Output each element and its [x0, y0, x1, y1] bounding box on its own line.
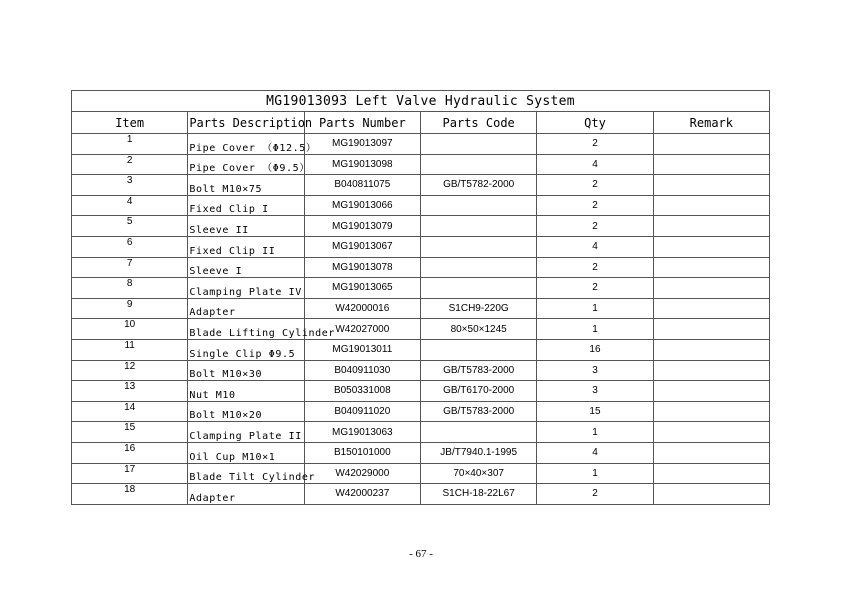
- table-row: [72, 381, 770, 402]
- parts-code-cell: GB/T5783-2000: [420, 360, 536, 381]
- parts-code-cell: [420, 339, 536, 360]
- item-cell: 8: [72, 278, 188, 299]
- description-cell: Sleeve I: [188, 257, 304, 278]
- qty-cell: 2: [537, 257, 653, 278]
- description-cell: Fixed Clip II: [188, 236, 304, 257]
- qty-cell: 2: [537, 175, 653, 196]
- item-cell: 13: [72, 381, 188, 402]
- qty-cell: 2: [537, 278, 653, 299]
- item-cell: 15: [72, 422, 188, 443]
- remark-cell: [653, 257, 769, 278]
- header-description: Parts Description: [188, 112, 304, 134]
- parts-code-cell: [420, 278, 536, 299]
- header-parts-code: Parts Code: [420, 112, 536, 134]
- remark-cell: [653, 298, 769, 319]
- table-row: [72, 175, 770, 196]
- parts-code-cell: [420, 134, 536, 155]
- item-cell: 11: [72, 339, 188, 360]
- remark-cell: [653, 422, 769, 443]
- qty-cell: 2: [537, 484, 653, 505]
- parts-number-cell: MG19013078: [304, 257, 420, 278]
- qty-cell: 16: [537, 339, 653, 360]
- qty-cell: 2: [537, 216, 653, 237]
- table-row: [72, 484, 770, 505]
- remark-cell: [653, 236, 769, 257]
- parts-list-sheet: [71, 90, 770, 505]
- description-cell: Blade Tilt Cylinder: [188, 463, 304, 484]
- table-row: [72, 298, 770, 319]
- remark-cell: [653, 360, 769, 381]
- item-cell: 2: [72, 154, 188, 175]
- table-row: [72, 339, 770, 360]
- parts-code-cell: JB/T7940.1-1995: [420, 442, 536, 463]
- description-cell: Single Clip Φ9.5: [188, 339, 304, 360]
- remark-cell: [653, 216, 769, 237]
- parts-code-cell: GB/T5783-2000: [420, 401, 536, 422]
- parts-table: [71, 90, 770, 505]
- qty-cell: 2: [537, 134, 653, 155]
- parts-number-cell: B040911030: [304, 360, 420, 381]
- parts-number-cell: W42029000: [304, 463, 420, 484]
- parts-number-cell: MG19013098: [304, 154, 420, 175]
- parts-code-cell: [420, 422, 536, 443]
- parts-number-cell: W42000237: [304, 484, 420, 505]
- item-cell: 7: [72, 257, 188, 278]
- qty-cell: 1: [537, 298, 653, 319]
- table-row: [72, 236, 770, 257]
- header-parts-number: Parts Number: [304, 112, 420, 134]
- remark-cell: [653, 154, 769, 175]
- parts-number-cell: MG19013063: [304, 422, 420, 443]
- table-row: [72, 216, 770, 237]
- remark-cell: [653, 381, 769, 402]
- table-row: [72, 195, 770, 216]
- table-row: [72, 401, 770, 422]
- parts-number-cell: W42027000: [304, 319, 420, 340]
- parts-number-cell: MG19013079: [304, 216, 420, 237]
- parts-code-cell: [420, 236, 536, 257]
- description-cell: Sleeve II: [188, 216, 304, 237]
- item-cell: 6: [72, 236, 188, 257]
- description-cell: Pipe Cover （Φ9.5）: [188, 154, 304, 175]
- qty-cell: 2: [537, 195, 653, 216]
- table-row: [72, 422, 770, 443]
- parts-code-cell: [420, 154, 536, 175]
- remark-cell: [653, 463, 769, 484]
- qty-cell: 1: [537, 463, 653, 484]
- qty-cell: 4: [537, 442, 653, 463]
- remark-cell: [653, 319, 769, 340]
- parts-code-cell: GB/T6170-2000: [420, 381, 536, 402]
- parts-code-cell: 70×40×307: [420, 463, 536, 484]
- parts-code-cell: 80×50×1245: [420, 319, 536, 340]
- table-row: [72, 319, 770, 340]
- parts-number-cell: W42000016: [304, 298, 420, 319]
- remark-cell: [653, 134, 769, 155]
- description-cell: Bolt M10×20: [188, 401, 304, 422]
- qty-cell: 15: [537, 401, 653, 422]
- qty-cell: 4: [537, 236, 653, 257]
- header-row: [72, 112, 770, 134]
- remark-cell: [653, 401, 769, 422]
- table-row: [72, 360, 770, 381]
- remark-cell: [653, 195, 769, 216]
- remark-cell: [653, 442, 769, 463]
- item-cell: 12: [72, 360, 188, 381]
- parts-number-cell: B040811075: [304, 175, 420, 196]
- item-cell: 5: [72, 216, 188, 237]
- parts-code-cell: [420, 257, 536, 278]
- item-cell: 4: [72, 195, 188, 216]
- description-cell: Pipe Cover （Φ12.5）: [188, 134, 304, 155]
- header-item: Item: [72, 112, 188, 134]
- header-remark: Remark: [653, 112, 769, 134]
- description-cell: Nut M10: [188, 381, 304, 402]
- qty-cell: 3: [537, 381, 653, 402]
- description-cell: Fixed Clip I: [188, 195, 304, 216]
- description-cell: Adapter: [188, 484, 304, 505]
- remark-cell: [653, 339, 769, 360]
- description-cell: Bolt M10×30: [188, 360, 304, 381]
- table-row: [72, 134, 770, 155]
- item-cell: 3: [72, 175, 188, 196]
- table-row: [72, 154, 770, 175]
- qty-cell: 3: [537, 360, 653, 381]
- table-row: [72, 257, 770, 278]
- parts-code-cell: S1CH-18-22L67: [420, 484, 536, 505]
- item-cell: 10: [72, 319, 188, 340]
- header-qty: Qty: [537, 112, 653, 134]
- table-row: [72, 442, 770, 463]
- parts-table-body: [72, 134, 770, 505]
- qty-cell: 1: [537, 422, 653, 443]
- parts-number-cell: B050331008: [304, 381, 420, 402]
- parts-number-cell: MG19013097: [304, 134, 420, 155]
- item-cell: 18: [72, 484, 188, 505]
- parts-number-cell: MG19013067: [304, 236, 420, 257]
- table-row: [72, 278, 770, 299]
- parts-number-cell: MG19013065: [304, 278, 420, 299]
- qty-cell: 4: [537, 154, 653, 175]
- parts-number-cell: B150101000: [304, 442, 420, 463]
- parts-number-cell: B040911020: [304, 401, 420, 422]
- parts-code-cell: GB/T5782-2000: [420, 175, 536, 196]
- description-cell: Bolt M10×75: [188, 175, 304, 196]
- description-cell: Adapter: [188, 298, 304, 319]
- item-cell: 1: [72, 134, 188, 155]
- parts-code-cell: S1CH9-220G: [420, 298, 536, 319]
- description-cell: Oil Cup M10×1: [188, 442, 304, 463]
- page-number: - 67 -: [409, 548, 433, 560]
- remark-cell: [653, 175, 769, 196]
- item-cell: 16: [72, 442, 188, 463]
- parts-code-cell: [420, 195, 536, 216]
- parts-number-cell: MG19013066: [304, 195, 420, 216]
- description-cell: Blade Lifting Cylinder: [188, 319, 304, 340]
- parts-number-cell: MG19013011: [304, 339, 420, 360]
- item-cell: 9: [72, 298, 188, 319]
- remark-cell: [653, 484, 769, 505]
- description-cell: Clamping Plate IV: [188, 278, 304, 299]
- remark-cell: [653, 278, 769, 299]
- parts-code-cell: [420, 216, 536, 237]
- table-title: MG19013093 Left Valve Hydraulic System: [72, 91, 770, 112]
- qty-cell: 1: [537, 319, 653, 340]
- item-cell: 14: [72, 401, 188, 422]
- description-cell: Clamping Plate II: [188, 422, 304, 443]
- table-row: [72, 463, 770, 484]
- item-cell: 17: [72, 463, 188, 484]
